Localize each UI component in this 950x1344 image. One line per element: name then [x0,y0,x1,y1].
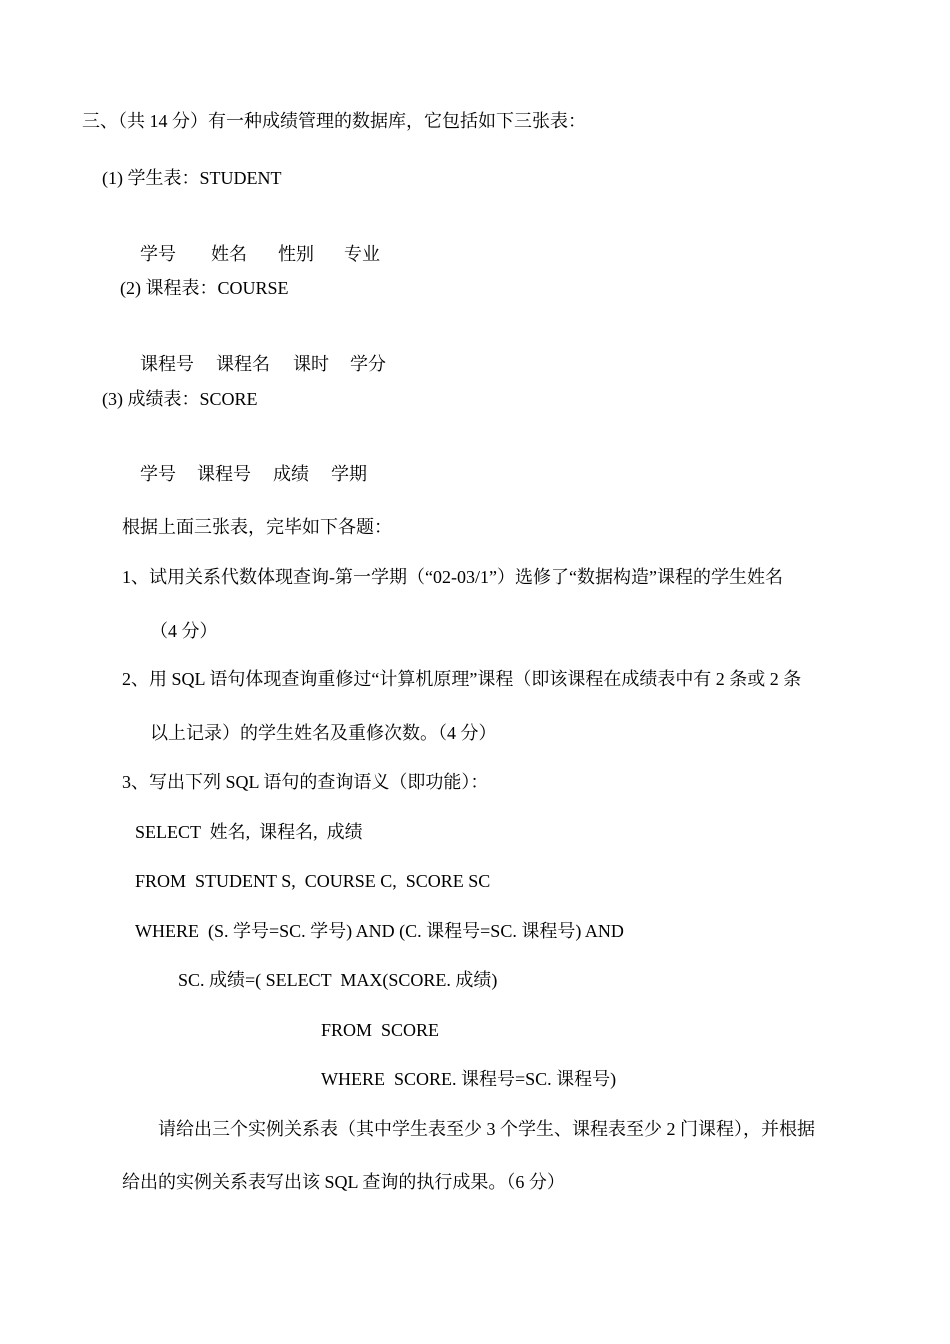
column-label: 课程名 [216,354,270,374]
column-label: 课时 [293,354,329,374]
intro-text: 根据上面三张表，完毕如下各题： [122,517,392,537]
question-1-line-1: 1、试用关系代数体现查询-第一学期（“02-03/1”）选修了“数据构造”课程的学生姓名 [122,567,783,587]
question-2-line-2: 以上记录）的学生姓名及重修次数。（4 分） [150,723,497,743]
column-label: 专业 [344,244,380,264]
column-label: 学号 [140,464,176,484]
closing-line-1: 请给出三个实例关系表（其中学生表至少 3 个学生、课程表至少 2 门课程），并根据 [158,1119,815,1139]
column-label: 课程号 [197,464,251,484]
sql-line-select: SELECT 姓名, 课程名, 成绩 [135,822,363,842]
sql-line-from: FROM STUDENT S, COURSE C, SCORE SC [135,871,491,891]
column-label: 性别 [278,244,314,264]
sql-line-subquery-where: WHERE SCORE. 课程号=SC. 课程号) [321,1069,617,1089]
table-heading-student: (1) 学生表：STUDENT [102,168,282,188]
question-2-line-1: 2、用 SQL 语句体现查询重修过“计算机原理”课程（即该课程在成绩表中有 2 条或 2 条 [122,669,802,689]
table-heading-course: (2) 课程表：COURSE [120,278,289,298]
section-title: 三、（共 14 分）有一种成绩管理的数据库，它包括如下三张表： [82,111,586,131]
sql-line-where: WHERE (S. 学号=SC. 学号) AND (C. 课程号=SC. 课程号) AND [135,921,624,941]
table-columns-score [122,441,367,507]
closing-line-2: 给出的实例关系表写出该 SQL 查询的执行成果。（6 分） [122,1172,565,1192]
table-heading-score: (3) 成绩表：SCORE [102,389,258,409]
sql-line-subquery-from: FROM SCORE [321,1020,440,1040]
sql-line-subquery-select: SC. 成绩=( SELECT MAX(SCORE. 成绩) [178,970,498,990]
column-label: 姓名 [211,244,247,264]
column-label: 成绩 [273,464,309,484]
column-label: 学期 [331,464,367,484]
column-label: 课程号 [140,354,194,374]
question-1-line-2: （4 分） [150,621,218,641]
question-3-line-1: 3、写出下列 SQL 语句的查询语义（即功能）： [122,772,489,792]
column-label: 学号 [140,244,176,264]
column-label: 学分 [350,354,386,374]
